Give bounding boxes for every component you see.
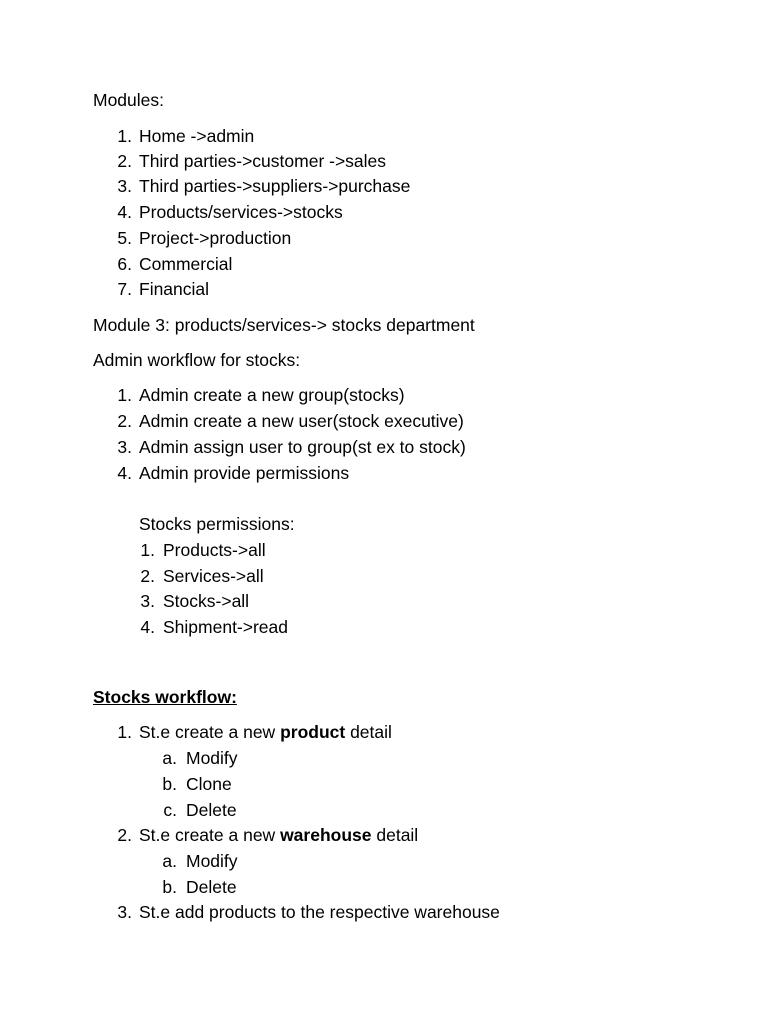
step-text: St.e create a new (139, 825, 281, 845)
list-item: Admin provide permissions (139, 463, 350, 483)
list-item: Products->all (163, 540, 266, 560)
list-number: 2. (117, 151, 132, 171)
list-number: 3. (117, 902, 132, 922)
list-number: 7. (117, 279, 132, 299)
stocks-workflow-heading: Stocks workflow: (93, 687, 237, 707)
sub-list-letter: c. (163, 800, 177, 820)
sub-list-letter: b. (162, 774, 177, 794)
list-item: Admin assign user to group(st ex to stock) (139, 437, 466, 457)
list-number: 5. (117, 228, 132, 248)
list-number: 4. (117, 463, 132, 483)
sub-list-item: Modify (186, 748, 238, 768)
list-number: 3. (140, 591, 155, 611)
list-item (139, 824, 418, 846)
list-number: 2. (117, 411, 132, 431)
list-number: 4. (117, 202, 132, 222)
sub-list-item: Clone (186, 774, 232, 794)
list-item: Services->all (163, 566, 264, 586)
list-item: Financial (139, 279, 210, 299)
sub-list-letter: a. (162, 748, 177, 768)
list-item: Home ->admin (139, 126, 255, 146)
module3-line: Module 3: products/services-> stocks department (93, 315, 475, 335)
list-item: Commercial (139, 254, 233, 274)
sub-list-letter: a. (162, 851, 177, 871)
sub-list-item: Modify (186, 851, 238, 871)
list-item: St.e add products to the respective warehouse (139, 902, 500, 922)
list-item: Stocks->all (163, 591, 250, 611)
sub-list-item: Delete (186, 877, 237, 897)
step-text: St.e create a new (139, 722, 281, 742)
modules-heading: Modules: (93, 90, 165, 110)
list-number: 2. (140, 566, 155, 586)
list-item (139, 721, 392, 743)
step-keyword: warehouse (280, 825, 372, 845)
list-item: Third parties->customer ->sales (139, 151, 387, 171)
list-item: Admin create a new user(stock executive) (139, 411, 464, 431)
list-item: Shipment->read (163, 617, 289, 637)
list-number: 2. (117, 825, 132, 845)
list-number: 4. (140, 617, 155, 637)
step-text: detail (371, 825, 419, 845)
list-item: Third parties->suppliers->purchase (139, 176, 411, 196)
list-number: 1. (117, 385, 132, 405)
list-number: 1. (140, 540, 155, 560)
list-item: Project->production (139, 228, 292, 248)
list-number: 1. (117, 722, 132, 742)
stocks-permissions-heading: Stocks permissions: (139, 514, 295, 534)
sub-list-letter: b. (162, 877, 177, 897)
list-number: 3. (117, 437, 132, 457)
list-number: 1. (117, 126, 132, 146)
list-number: 3. (117, 176, 132, 196)
list-item: Products/services->stocks (139, 202, 343, 222)
step-text: detail (345, 722, 392, 742)
step-keyword: product (280, 722, 346, 742)
list-number: 6. (117, 254, 132, 274)
sub-list-item: Delete (186, 800, 237, 820)
list-item: Admin create a new group(stocks) (139, 385, 405, 405)
admin-workflow-heading: Admin workflow for stocks: (93, 350, 301, 370)
